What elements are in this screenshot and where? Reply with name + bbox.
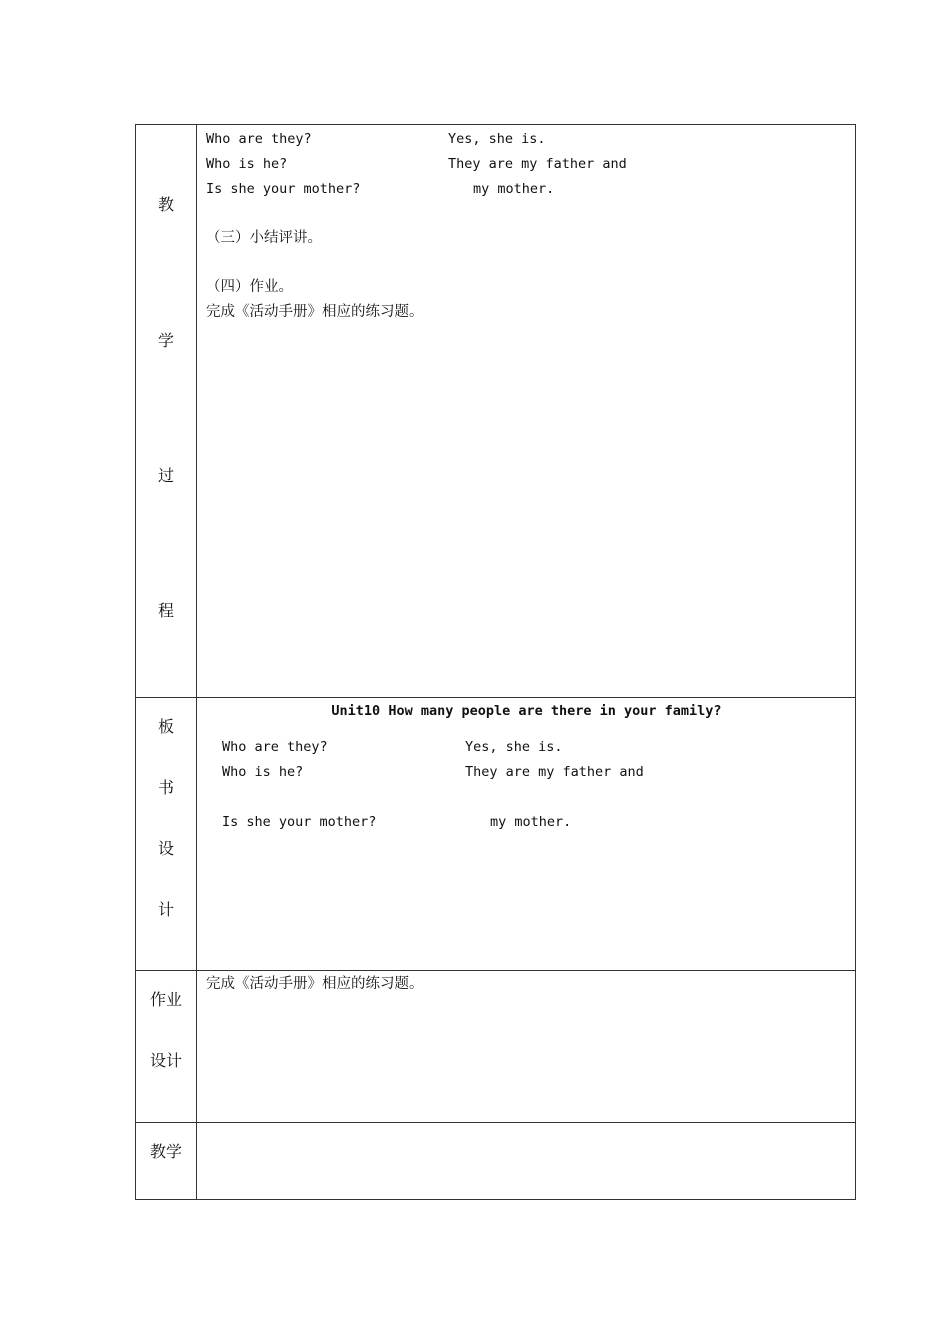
lesson-plan-table [135,124,856,1200]
row2-label-char-3: 设 [157,839,174,858]
row3-homework-text: 完成《活动手册》相应的练习题。 [206,976,424,992]
row2-dialog-left-2: Who is he? [222,764,304,780]
row2-dialog-right-3: my mother. [490,814,572,830]
row-divider-3 [136,1122,855,1123]
row1-section-homework: （四）作业。 [206,279,293,295]
row1-label-char-4: 程 [157,601,174,620]
row2-label-char-1: 板 [157,717,174,736]
row1-dialog-left-3: Is she your mother? [206,181,361,197]
row-divider-2 [136,970,855,971]
label-column-divider [196,125,197,1199]
row1-label-char-1: 教 [157,195,174,214]
row1-dialog-right-3: my mother. [473,181,555,197]
row1-dialog-left-2: Who is he? [206,156,288,172]
row1-label-char-3: 过 [157,466,174,485]
row3-label-line-2: 设计 [149,1051,182,1070]
row2-dialog-right-2: They are my father and [465,764,644,780]
row1-section-summary: （三）小结评讲。 [206,230,322,246]
row1-dialog-right-1: Yes, she is. [448,131,546,147]
row1-dialog-left-1: Who are they? [206,131,312,147]
row2-label-char-4: 计 [157,900,174,919]
row1-homework-text: 完成《活动手册》相应的练习题。 [206,304,424,320]
row2-dialog-left-3: Is she your mother? [222,814,377,830]
row3-label-line-1: 作业 [149,990,182,1009]
row2-label-char-2: 书 [157,778,174,797]
row1-label-char-2: 学 [157,331,174,350]
row-divider-1 [136,697,855,698]
row1-dialog-right-2: They are my father and [448,156,627,172]
row2-dialog-left-1: Who are they? [222,739,328,755]
board-title: Unit10 How many people are there in your family? [331,703,722,719]
row4-label: 教学 [149,1142,182,1161]
row2-dialog-right-1: Yes, she is. [465,739,563,755]
